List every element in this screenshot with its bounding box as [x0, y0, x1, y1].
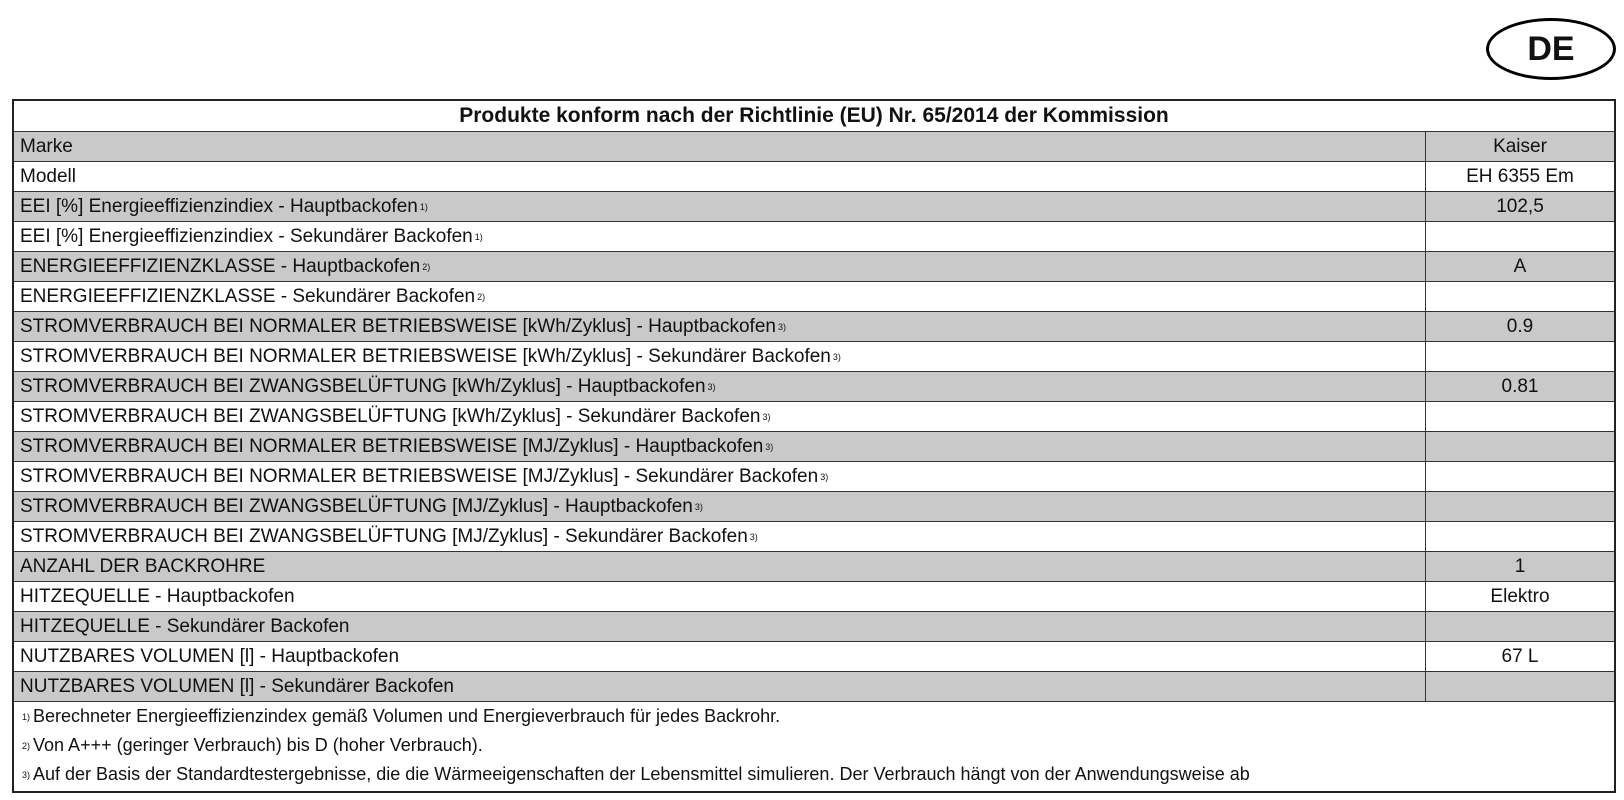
footnote-ref: 3): [777, 321, 786, 332]
row-label-text: STROMVERBRAUCH BEI ZWANGSBELÜFTUNG [MJ/Zyklus] - Sekundärer Backofen: [20, 525, 748, 547]
footnote-text: Berechneter Energieeffizienzindex gemäß Volumen und Energieverbrauch für jedes Backrohr.: [33, 706, 781, 726]
row-label-text: Modell: [20, 165, 76, 187]
row-label: [14, 402, 1426, 431]
country-badge: DE: [1486, 18, 1616, 80]
product-data-sheet: [12, 99, 1616, 793]
footnote-ref: 3): [762, 411, 771, 422]
row-value: [1426, 402, 1614, 431]
table-row: [14, 312, 1614, 342]
row-label-text: ENERGIEEFFIZIENZKLASSE - Sekundärer Backofen: [20, 285, 476, 307]
table-row: [14, 642, 1614, 672]
row-label-text: STROMVERBRAUCH BEI NORMALER BETRIEBSWEISE [kWh/Zyklus] - Hauptbackofen: [20, 315, 776, 337]
table-row: [14, 252, 1614, 282]
row-value: Elektro: [1490, 585, 1550, 607]
row-label-text: ENERGIEEFFIZIENZKLASSE - Hauptbackofen: [20, 255, 421, 277]
row-label: [14, 672, 1426, 701]
row-value: [1426, 672, 1614, 701]
table-row: [14, 582, 1614, 612]
table-row: [14, 522, 1614, 552]
row-value: 67 L: [1501, 645, 1539, 667]
row-label-text: EEI [%] Energieeffizienzindiex - Sekundärer Backofen: [20, 225, 473, 247]
table-row: [14, 552, 1614, 582]
row-label: [14, 642, 1426, 671]
row-value: [1426, 342, 1614, 371]
row-label: [14, 522, 1426, 551]
row-label: [14, 492, 1426, 521]
data-table: [14, 132, 1614, 702]
footnote-text: Von A+++ (geringer Verbrauch) bis D (hoher Verbrauch).: [33, 735, 483, 755]
row-value: [1426, 492, 1614, 521]
table-row: [14, 672, 1614, 702]
row-value: 102,5: [1496, 195, 1544, 217]
row-label: [14, 132, 1426, 161]
footnote-line: [14, 731, 1614, 760]
row-value: [1426, 432, 1614, 461]
row-label-text: NUTZBARES VOLUMEN [l] - Sekundärer Backofen: [20, 675, 454, 697]
row-label: [14, 342, 1426, 371]
row-value: 1: [1514, 555, 1526, 577]
footnotes: [14, 702, 1614, 789]
row-label: [14, 222, 1426, 251]
row-label: [14, 162, 1426, 191]
table-row: [14, 372, 1614, 402]
row-label-text: HITZEQUELLE - Sekundärer Backofen: [20, 615, 350, 637]
row-value: [1426, 522, 1614, 551]
row-value: Kaiser: [1493, 135, 1547, 157]
footnote-text: Auf der Basis der Standardtestergebnisse, die die Wärmeeigenschaften der Lebensmittel simulieren. Der Verbrauch hängt von der Anwendungsweise ab: [33, 764, 1250, 784]
table-row: [14, 492, 1614, 522]
row-label: [14, 612, 1426, 641]
row-label: [14, 192, 1426, 221]
row-label-text: STROMVERBRAUCH BEI NORMALER BETRIEBSWEISE [MJ/Zyklus] - Hauptbackofen: [20, 435, 764, 457]
footnote-ref: 3): [765, 441, 774, 452]
row-label: [14, 312, 1426, 341]
row-label-text: Marke: [20, 135, 73, 157]
row-label: [14, 552, 1426, 581]
row-label: [14, 462, 1426, 491]
row-value: [1426, 612, 1614, 641]
row-value: [1426, 462, 1614, 491]
footnote-ref: 3): [749, 531, 758, 542]
table-row: [14, 192, 1614, 222]
footnote-mark: 3): [22, 769, 31, 780]
row-label-text: STROMVERBRAUCH BEI NORMALER BETRIEBSWEISE [kWh/Zyklus] - Sekundärer Backofen: [20, 345, 831, 367]
table-row: [14, 162, 1614, 192]
table-row: [14, 462, 1614, 492]
row-value: 0.9: [1506, 315, 1534, 337]
table-row: [14, 432, 1614, 462]
sheet-title: Produkte konform nach der Richtlinie (EU) Nr. 65/2014 der Kommission: [14, 101, 1614, 132]
row-value: A: [1513, 255, 1527, 277]
row-label: [14, 432, 1426, 461]
row-label: [14, 582, 1426, 611]
table-row: [14, 282, 1614, 312]
row-label: [14, 372, 1426, 401]
row-label-text: ANZAHL DER BACKROHRE: [20, 555, 266, 577]
footnote-ref: 2): [477, 291, 486, 302]
row-label-text: HITZEQUELLE - Hauptbackofen: [20, 585, 295, 607]
footnote-ref: 3): [832, 351, 841, 362]
footnote-ref: 1): [419, 201, 428, 212]
row-label-text: STROMVERBRAUCH BEI NORMALER BETRIEBSWEISE [MJ/Zyklus] - Sekundärer Backofen: [20, 465, 819, 487]
table-row: [14, 612, 1614, 642]
row-label: [14, 282, 1426, 311]
row-value: [1426, 222, 1614, 251]
footnote-line: [14, 702, 1614, 731]
row-label-text: STROMVERBRAUCH BEI ZWANGSBELÜFTUNG [kWh/Zyklus] - Sekundärer Backofen: [20, 405, 761, 427]
footnote-ref: 3): [707, 381, 716, 392]
row-label-text: NUTZBARES VOLUMEN [l] - Hauptbackofen: [20, 645, 400, 667]
footnote-ref: 2): [422, 261, 431, 272]
row-label-text: STROMVERBRAUCH BEI ZWANGSBELÜFTUNG [MJ/Zyklus] - Hauptbackofen: [20, 495, 693, 517]
footnote-line: [14, 760, 1614, 789]
table-row: [14, 402, 1614, 432]
row-label-text: STROMVERBRAUCH BEI ZWANGSBELÜFTUNG [kWh/Zyklus] - Hauptbackofen: [20, 375, 706, 397]
table-row: [14, 222, 1614, 252]
footnote-ref: 1): [474, 231, 483, 242]
footnote-ref: 3): [820, 471, 829, 482]
row-label-text: EEI [%] Energieeffizienzindiex - Hauptbackofen: [20, 195, 418, 217]
table-row: [14, 132, 1614, 162]
table-row: [14, 342, 1614, 372]
row-value: EH 6355 Em: [1466, 165, 1574, 187]
row-label: [14, 252, 1426, 281]
footnote-ref: 3): [694, 501, 703, 512]
footnote-mark: 2): [22, 740, 31, 751]
row-value: [1426, 282, 1614, 311]
footnote-mark: 1): [22, 711, 31, 722]
row-value: 0.81: [1501, 375, 1539, 397]
